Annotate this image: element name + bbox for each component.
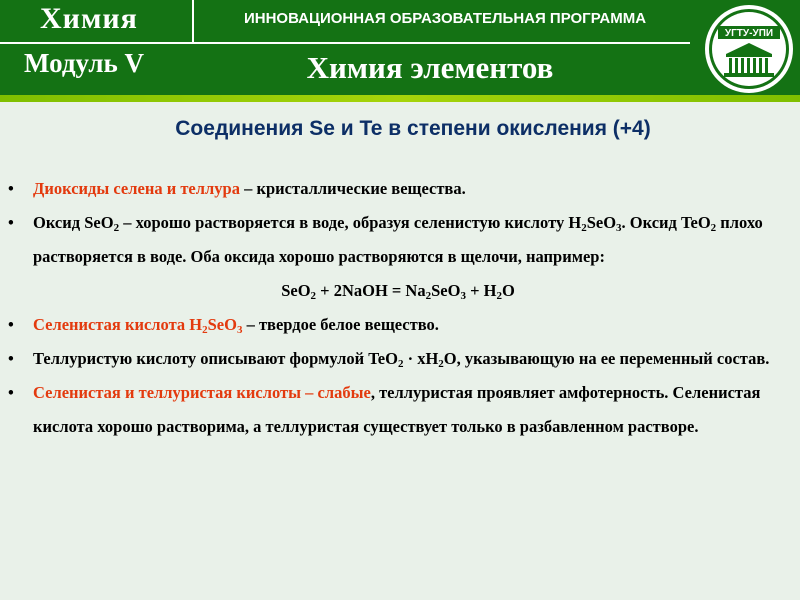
bullet-icon: • <box>8 383 14 402</box>
course-title: Химия <box>40 2 138 35</box>
slide-body <box>8 172 788 444</box>
selenous-acid-text: – твердое белое вещество. <box>242 315 439 334</box>
module-title: Модуль V <box>24 48 145 78</box>
paragraph-weak-acids <box>8 376 788 444</box>
selenous-acid-lead: Селенистая кислота $H_2SeO_3$ <box>33 315 243 336</box>
header-accent-strip <box>0 95 800 102</box>
header-divider <box>0 42 690 44</box>
paragraph-seo2: • Оксид SeO$_2$ – хорошо растворяется в воде, образуя селенистую кислоту $H_2SeO_3$. Оксид TeO$_2$ плохо растворяется в воде. Оба оксида хорошо растворяются в щелочи, например: <box>8 206 788 274</box>
university-logo-icon <box>704 4 794 94</box>
weak-acids-text: , теллуристая проявляет амфотерность. Селенистая кислота хорошо растворима, а теллуристая существует только в разбавленном растворе. <box>33 383 761 436</box>
seo2-text: Оксид SeO <box>33 213 114 232</box>
bullet-icon: • <box>8 315 14 334</box>
topic-title: Химия элементов <box>306 50 554 85</box>
header-vertical-divider <box>192 0 194 42</box>
dioxides-lead: Диоксиды селена и теллура <box>33 179 240 198</box>
paragraph-dioxides <box>8 172 788 206</box>
bullet-icon: • <box>8 213 14 232</box>
program-title: ИННОВАЦИОННАЯ ОБРАЗОВАТЕЛЬНАЯ ПРОГРАММА <box>243 10 647 27</box>
weak-acids-lead: Селенистая и теллуристая кислоты – слабые <box>33 383 371 402</box>
bullet-icon: • <box>8 179 14 198</box>
slide-heading: Соединения Se и Te в степени окисления (+4) <box>175 117 651 140</box>
dioxides-text: – кристаллические вещества. <box>239 179 466 198</box>
paragraph-telluric-acid: • Теллуристую кислоту описывают формулой $TeO_2 \cdot xH_2O$, указывающую на ее переменный состав. <box>8 342 788 376</box>
reaction-equation: SeO$_2$ + 2NaOH = $Na_2SeO_3 + H_2O$ <box>281 281 515 302</box>
bullet-icon: • <box>8 349 14 368</box>
logo-text: УГТУ-УПИ <box>724 28 774 39</box>
paragraph-selenous-acid <box>8 308 788 342</box>
